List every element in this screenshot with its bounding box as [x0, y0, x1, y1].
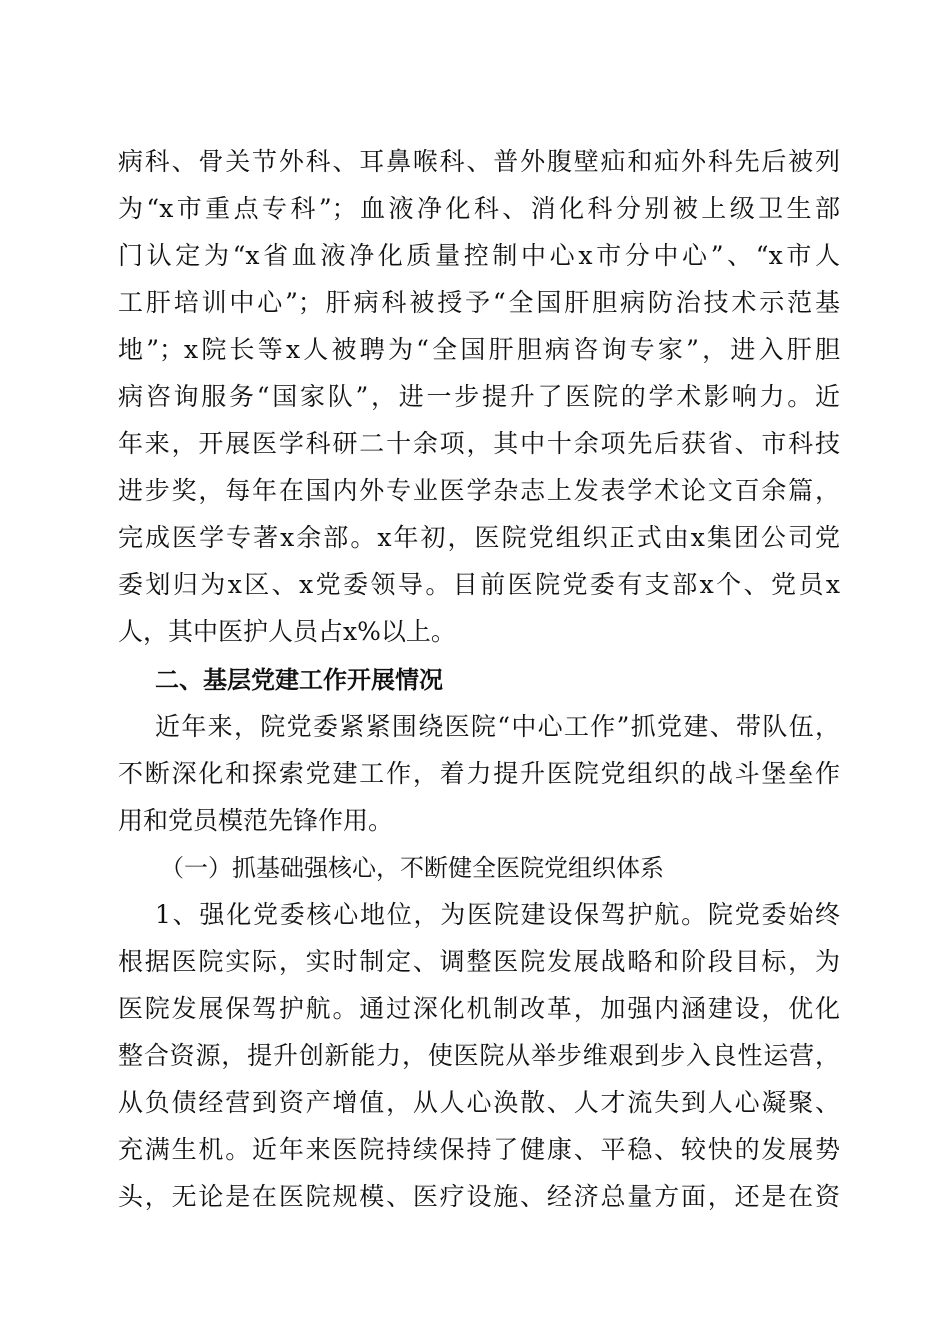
text-line: 进步奖，每年在国内外专业医学杂志上发表学术论文百余篇，: [118, 476, 840, 505]
text-line: 年来，开展医学科研二十余项，其中十余项先后获省、市科技: [118, 429, 840, 458]
text-line: 充满生机。近年来医院持续保持了健康、平稳、较快的发展势: [118, 1135, 840, 1164]
text-line: 为“x市重点专科”；血液净化科、消化科分别被上级卫生部: [118, 194, 840, 223]
text-line: 从负债经营到资产增值，从人心涣散、人才流失到人心凝聚、: [118, 1088, 840, 1117]
text-line: 门认定为“x省血液净化质量控制中心x市分中心”、“x市人: [118, 241, 840, 270]
subsection-heading: （一）抓基础强核心，不断健全医院党组织体系: [160, 854, 664, 882]
text-line: 完成医学专著x余部。x年初，医院党组织正式由x集团公司党: [118, 523, 840, 552]
text-line: 委划归为x区、x党委领导。目前医院党委有支部x个、党员x: [118, 570, 840, 599]
text-line: 病科、骨关节外科、耳鼻喉科、普外腹壁疝和疝外科先后被列: [118, 147, 840, 176]
text-line: 用和党员模范先锋作用。: [118, 806, 394, 835]
text-line: 医院发展保驾护航。通过深化机制改革，加强内涵建设，优化: [118, 994, 840, 1023]
text-line: 病咨询服务“国家队”，进一步提升了医院的学术影响力。近: [118, 382, 840, 411]
text-line: 头，无论是在医院规模、医疗设施、经济总量方面，还是在资: [118, 1182, 840, 1211]
text-line: 人，其中医护人员占x%以上。: [118, 617, 456, 646]
text-line: 根据医院实际，实时制定、调整医院发展战略和阶段目标，为: [118, 947, 840, 976]
text-line: 地”；x院长等x人被聘为“全国肝胆病咨询专家”，进入肝胆: [118, 335, 840, 364]
text-line: 工肝培训中心”；肝病科被授予“全国肝胆病防治技术示范基: [118, 288, 840, 317]
text-line: 1、强化党委核心地位，为医院建设保驾护航。院党委始终: [155, 900, 840, 929]
text-line: 不断深化和探索党建工作，着力提升医院党组织的战斗堡垒作: [118, 759, 840, 788]
section-heading: 二、基层党建工作开展情况: [155, 666, 443, 694]
text-line: 整合资源，提升创新能力，使医院从举步维艰到步入良性运营，: [118, 1041, 840, 1070]
text-line: 近年来，院党委紧紧围绕医院“中心工作”抓党建、带队伍，: [155, 712, 840, 741]
